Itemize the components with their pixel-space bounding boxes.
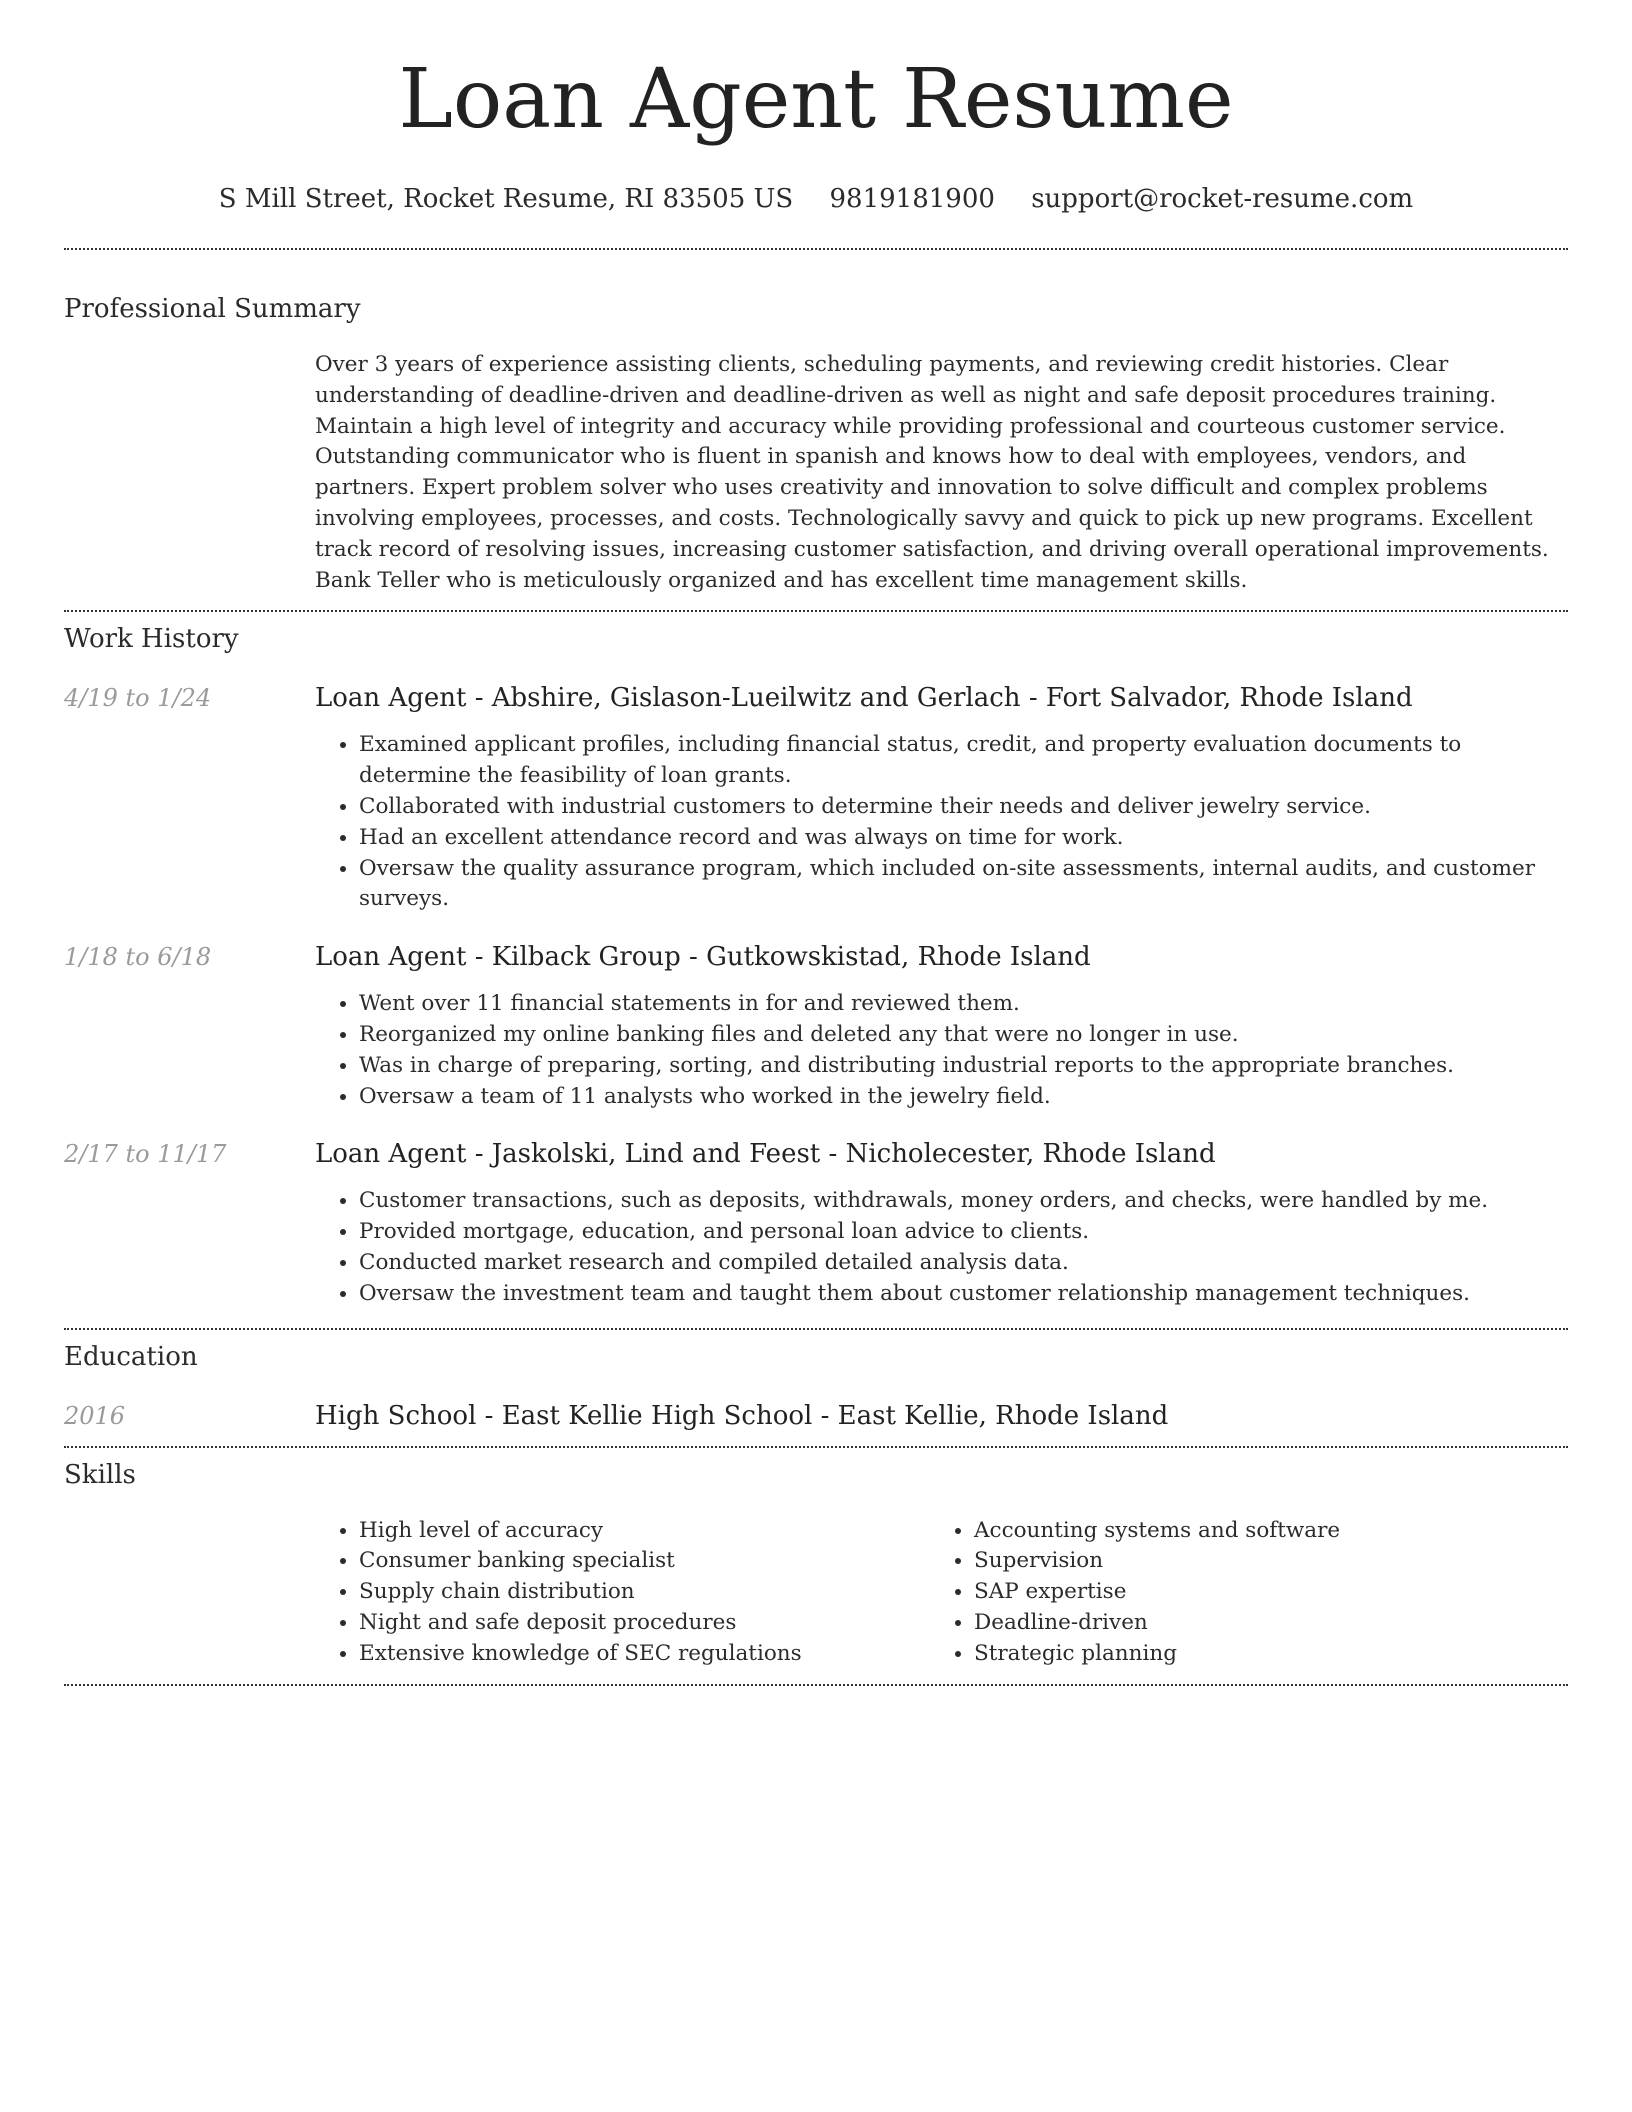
divider — [64, 1446, 1568, 1448]
skill-item: • SAP expertise — [974, 1577, 1545, 1608]
job-dates: 2/17 to 11/17 — [64, 1140, 227, 1169]
resume-page — [64, 0, 1568, 1686]
skills-column-2 — [930, 1516, 1545, 1670]
contact-email: support@rocket-resume.com — [1031, 184, 1414, 214]
summary-text: Over 3 years of experience assisting clients, scheduling payments, and reviewing credit histories. Clear understanding of deadline-driven and deadline-driven as well as night and safe deposit procedures training. Maintain a high level of integrity and accuracy while providing professional and courteous customer service. Outstanding communicator who is fluent in spanish and knows how to deal with employees, vendors, and partners. Expert problem solver who uses creativity and innovation to solve difficult and complex problems involving employees, processes, and costs. Technologically savvy and quick to pick up new programs. Excellent track record of resolving issues, increasing customer satisfaction, and driving overall operational improvements. Bank Teller who is meticulously organized and has excellent time management skills. — [315, 352, 1549, 593]
job-entry — [64, 941, 1568, 1112]
skill-item: • Consumer banking specialist — [359, 1546, 930, 1577]
section-title-education: Education — [64, 1341, 198, 1372]
job-bullet: • Oversaw a team of 11 analysts who worked in the jewelry field. — [359, 1082, 1568, 1113]
divider — [64, 248, 1568, 250]
skill-item: • Strategic planning — [974, 1639, 1545, 1670]
job-bullet: • Was in charge of preparing, sorting, and distributing industrial reports to the appropriate branches. — [359, 1051, 1568, 1082]
skills-list — [315, 1516, 1568, 1684]
job-bullet: • Reorganized my online banking files and deleted any that were no longer in use. — [359, 1020, 1568, 1051]
skills-column-1 — [315, 1516, 930, 1670]
resume-title: Loan Agent Resume — [398, 52, 1234, 147]
skill-item: • Deadline-driven — [974, 1608, 1545, 1639]
job-title: Loan Agent - Kilback Group - Gutkowskistad, Rhode Island — [315, 942, 1091, 973]
education-year: 2016 — [64, 1401, 126, 1430]
divider — [64, 1684, 1568, 1686]
job-dates: 4/19 to 1/24 — [64, 684, 212, 713]
education-entry — [64, 1400, 1568, 1446]
job-dates: 1/18 to 6/18 — [64, 943, 212, 972]
job-title: Loan Agent - Abshire, Gislason-Lueilwitz and Gerlach - Fort Salvador, Rhode Island — [315, 683, 1413, 714]
job-bullet: • Went over 11 financial statements in for and reviewed them. — [359, 989, 1568, 1020]
education-detail: High School - East Kellie High School - East Kellie, Rhode Island — [315, 1400, 1169, 1431]
job-bullet: • Collaborated with industrial customers to determine their needs and deliver jewelry service. — [359, 792, 1568, 823]
job-bullets — [315, 1186, 1568, 1309]
job-bullet: • Customer transactions, such as deposits, withdrawals, money orders, and checks, were handled by me. — [359, 1186, 1568, 1217]
skill-item: • Supply chain distribution — [359, 1577, 930, 1608]
contact-line — [64, 184, 1568, 214]
divider — [64, 610, 1568, 612]
divider — [64, 1328, 1568, 1330]
section-title-work-history: Work History — [64, 624, 239, 655]
skill-item: • Supervision — [974, 1546, 1545, 1577]
job-entry — [64, 1138, 1568, 1309]
contact-phone: 9819181900 — [829, 184, 995, 214]
job-bullet: • Conducted market research and compiled detailed analysis data. — [359, 1248, 1568, 1279]
contact-address: S Mill Street, Rocket Resume, RI 83505 US — [218, 184, 794, 214]
job-bullet: • Provided mortgage, education, and personal loan advice to clients. — [359, 1217, 1568, 1248]
section-title-summary: Professional Summary — [64, 294, 361, 324]
job-bullets — [315, 730, 1568, 915]
skill-item: • Extensive knowledge of SEC regulations — [359, 1639, 930, 1670]
job-bullet: • Oversaw the investment team and taught them about customer relationship management techniques. — [359, 1279, 1568, 1310]
job-bullets — [315, 989, 1568, 1112]
job-bullet: • Oversaw the quality assurance program, which included on-site assessments, internal audits, and customer surveys. — [359, 854, 1568, 916]
job-entry — [64, 682, 1568, 915]
job-bullet: • Had an excellent attendance record and was always on time for work. — [359, 823, 1568, 854]
job-bullet: • Examined applicant profiles, including financial status, credit, and property evaluation documents to determine the feasibility of loan grants. — [359, 730, 1568, 792]
job-title: Loan Agent - Jaskolski, Lind and Feest - Nicholecester, Rhode Island — [315, 1139, 1216, 1170]
skill-item: • Accounting systems and software — [974, 1516, 1545, 1547]
section-title-skills: Skills — [64, 1459, 136, 1490]
skill-item: • Night and safe deposit procedures — [359, 1608, 930, 1639]
skill-item: • High level of accuracy — [359, 1516, 930, 1547]
